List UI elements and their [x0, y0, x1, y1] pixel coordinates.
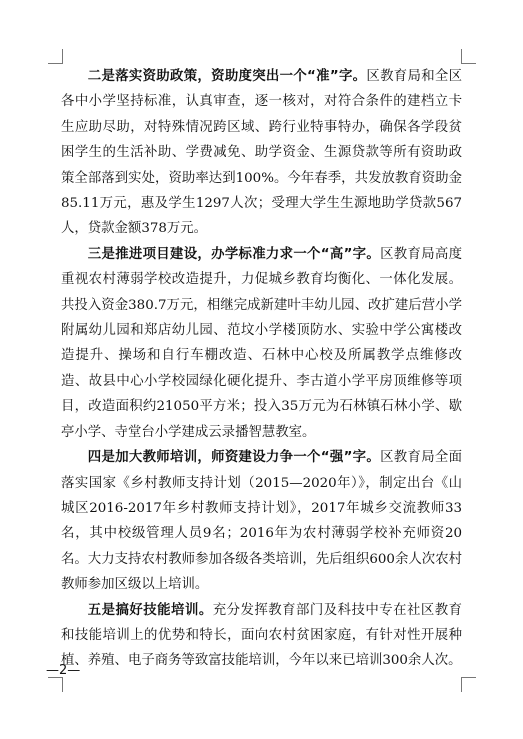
paragraph-body: 区教育局高度重视农村薄弱学校改造提升，力促城乡教育均衡化、一体化发展。共投入资金380.7万元，相继完成新建叶丰幼儿园、改扩建后营小学附属幼儿园和郑店幼儿园、范坟小学楼顶防水、实验中学公寓楼改造提升、操场和自行车棚改造、石林中心校及所属教学点维修改造、故县中心小学校园绿化硬化提升、李古道小学平房顶维修等项目，改造面积约21050平方米；投入35万元为石林镇石林小学、歇亭小学、寺堂台小学建成云录播智慧教室。: [61, 246, 462, 440]
crop-mark-bottom-left: [48, 677, 63, 692]
crop-mark-top-right: [461, 49, 476, 64]
paragraph-heading: 五是搞好技能培训。: [87, 602, 213, 618]
paragraph-project-construction: [61, 242, 462, 445]
paragraph-skills-training: [61, 598, 462, 674]
paragraph-body: 区教育局和全区各中小学坚持标准，认真审查，逐一核对，对符合条件的建档立卡生应助尽助，对特殊情况跨区域、跨行业特事特办，确保各学段贫困学生的生活补助、学费减免、助学资金、生源贷款等所有资助政策全部落到实处，资助率达到100%。今年春季，共发放教育资助金85.11万元，惠及学生1297人次；受理大学生生源地助学贷款567人，贷款金额378万元。: [61, 69, 462, 237]
document-body: [61, 64, 462, 674]
crop-mark-bottom-right: [461, 677, 476, 692]
crop-mark-top-left: [48, 49, 63, 64]
paragraph-heading: 四是加大教师培训，师资建设力争一个“强”字。: [87, 450, 381, 466]
paragraph-teacher-training: [61, 445, 462, 597]
paragraph-subsidy-policy: [61, 64, 462, 242]
page-number: —2—: [46, 663, 81, 678]
paragraph-heading: 二是落实资助政策，资助度突出一个“准”字。: [87, 69, 367, 84]
paragraph-body: 区教育局全面落实国家《乡村教师支持计划（2015—2020年）》，制定出台《山城区2016-2017年乡村教师支持计划》，2017年城乡交流教师33名，其中校级管理人员9名；2016年为农村薄弱学校补充师资20名。大力支持农村教师参加各级各类培训，先后组织600余人次农村教师参加区级以上培训。: [61, 450, 462, 593]
paragraph-heading: 三是推进项目建设，办学标准力求一个“高”字。: [87, 246, 381, 262]
paragraph-body: 充分发挥教育部门及科技中专在社区教育和技能培训上的优势和特长，面向农村贫困家庭，有针对性开展种植、养殖、电子商务等致富技能培训，今年以来已培训300余人次。: [61, 602, 463, 669]
